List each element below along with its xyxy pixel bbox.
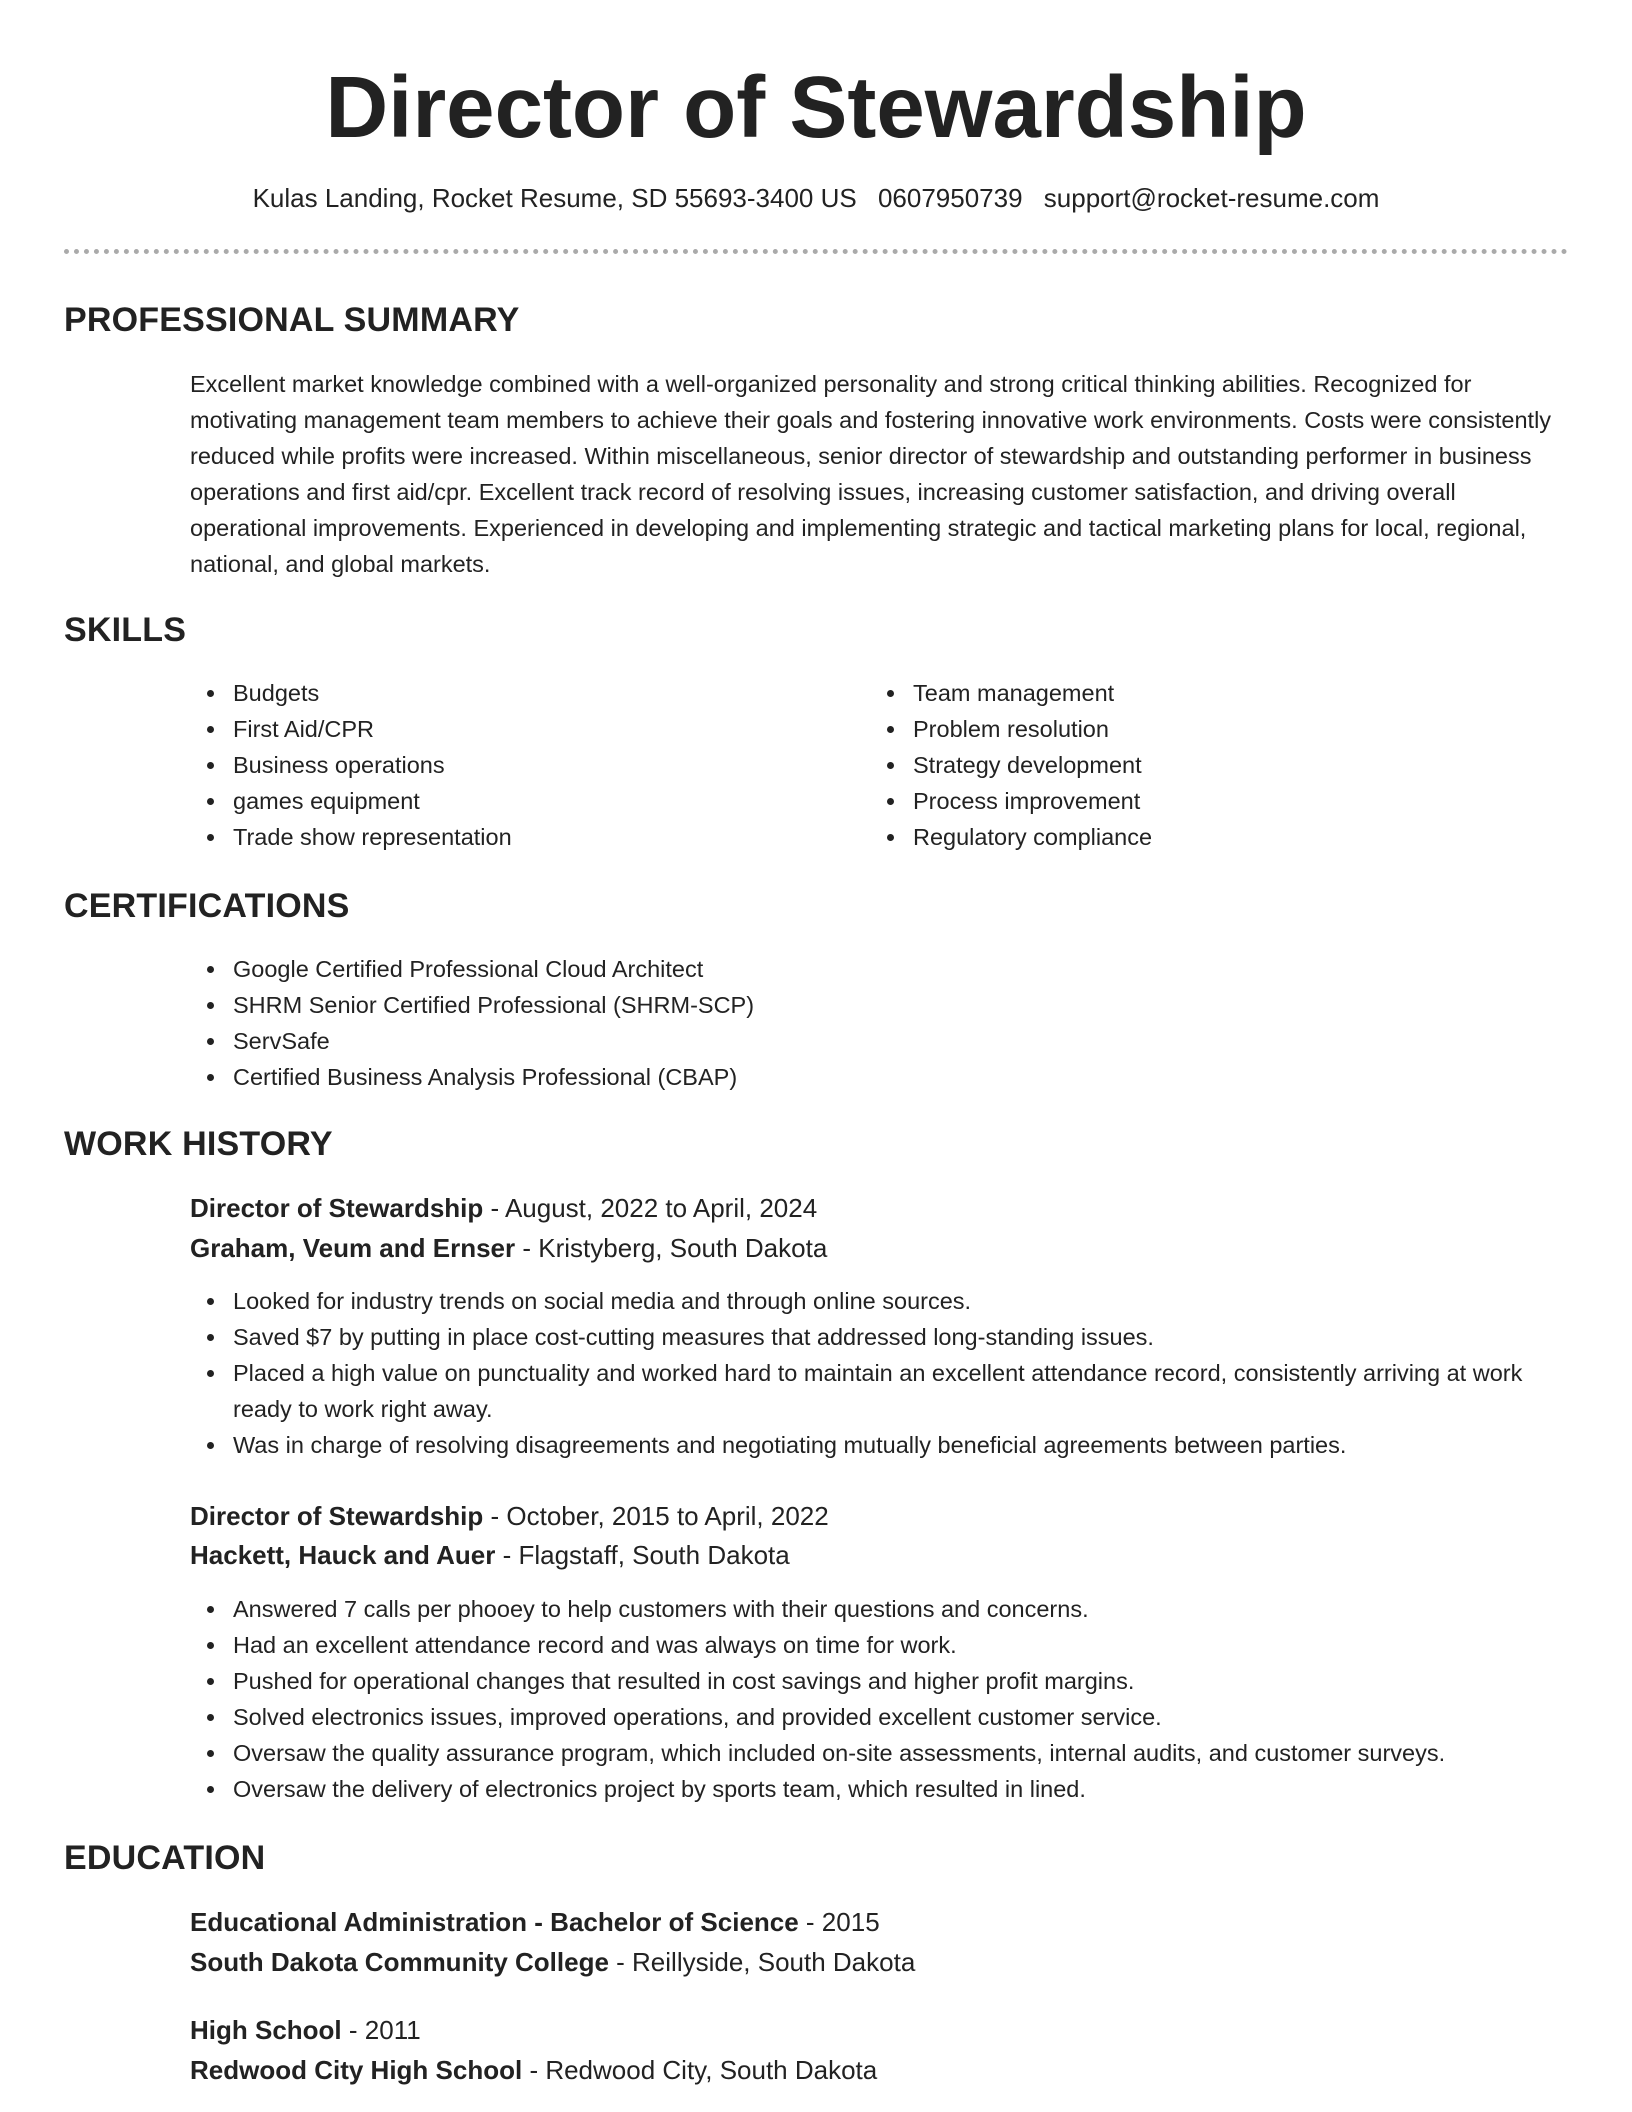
education-year: - 2015 — [798, 1907, 880, 1937]
job-bullets — [190, 1591, 1570, 1807]
list-item: Had an excellent attendance record and was always on time for work. — [190, 1627, 1570, 1663]
skills-list-right — [870, 675, 1520, 855]
list-item: Regulatory compliance — [870, 819, 1520, 855]
list-item: Google Certified Professional Cloud Architect — [190, 951, 1570, 987]
contact-address: Kulas Landing, Rocket Resume, SD 55693-3400 US — [252, 183, 857, 213]
education-school: Redwood City High School — [190, 2055, 523, 2085]
job-title: Director of Stewardship — [190, 1501, 484, 1531]
job-company-line — [190, 1535, 790, 1575]
education-location: - Redwood City, South Dakota — [522, 2055, 878, 2085]
education-year: - 2011 — [341, 2015, 421, 2045]
list-item: Oversaw the quality assurance program, which included on-site assessments, internal audits, and customer surveys. — [190, 1735, 1570, 1771]
contact-line — [0, 180, 1632, 216]
education-school-line — [190, 2050, 877, 2090]
job-location: - Kristyberg, South Dakota — [515, 1233, 828, 1263]
certifications-list — [190, 951, 1570, 1095]
list-item: Placed a high value on punctuality and worked hard to maintain an excellent attendance record, consistently arriving at work ready to work right away. — [190, 1355, 1570, 1427]
education-location: - Reillyside, South Dakota — [608, 1947, 916, 1977]
list-item: Process improvement — [870, 783, 1520, 819]
education-school-line — [190, 1942, 915, 1982]
summary-heading: PROFESSIONAL SUMMARY — [64, 301, 520, 339]
job-title-line — [190, 1496, 829, 1536]
contact-phone: 0607950739 — [877, 183, 1023, 213]
resume-title: Director of Stewardship — [325, 59, 1307, 156]
education-school: South Dakota Community College — [190, 1947, 609, 1977]
education-heading: EDUCATION — [64, 1839, 266, 1877]
job-company-line — [190, 1228, 827, 1268]
list-item: Team management — [870, 675, 1520, 711]
list-item: games equipment — [190, 783, 840, 819]
job-company: Graham, Veum and Ernser — [190, 1233, 516, 1263]
job-dates: - August, 2022 to April, 2024 — [483, 1193, 818, 1223]
job-title-line — [190, 1188, 817, 1228]
list-item: Problem resolution — [870, 711, 1520, 747]
job-company: Hackett, Hauck and Auer — [190, 1540, 496, 1570]
list-item: Business operations — [190, 747, 840, 783]
list-item: Was in charge of resolving disagreements and negotiating mutually beneficial agreements between parties. — [190, 1427, 1570, 1463]
list-item: Pushed for operational changes that resulted in cost savings and higher profit margins. — [190, 1663, 1570, 1699]
job-dates: - October, 2015 to April, 2022 — [483, 1501, 829, 1531]
list-item: Looked for industry trends on social media and through online sources. — [190, 1283, 1570, 1319]
certifications-heading: CERTIFICATIONS — [64, 887, 350, 925]
list-item: Solved electronics issues, improved operations, and provided excellent customer service. — [190, 1699, 1570, 1735]
list-item: ServSafe — [190, 1023, 1570, 1059]
summary-text: Excellent market knowledge combined with a well-organized personality and strong critical thinking abilities. Recognized for motivating management team members to achieve their goals and fostering innovative work environments. Costs were consistently reduced while profits were increased. Within miscellaneous, senior director of stewardship and outstanding performer in business operations and first aid/cpr. Excellent track record of resolving issues, increasing customer satisfaction, and driving overall operational improvements. Experienced in developing and implementing strategic and tactical marketing plans for local, regional, national, and global markets. — [190, 371, 1552, 577]
header-divider — [64, 249, 1568, 254]
work-history-heading: WORK HISTORY — [64, 1125, 333, 1163]
job-location: - Flagstaff, South Dakota — [495, 1540, 790, 1570]
list-item: Trade show representation — [190, 819, 840, 855]
list-item: Strategy development — [870, 747, 1520, 783]
list-item: Answered 7 calls per phooey to help customers with their questions and concerns. — [190, 1591, 1570, 1627]
list-item: Oversaw the delivery of electronics project by sports team, which resulted in lined. — [190, 1771, 1570, 1807]
education-degree: Educational Administration - Bachelor of Science — [190, 1907, 799, 1937]
list-item: Saved $7 by putting in place cost-cutting measures that addressed long-standing issues. — [190, 1319, 1570, 1355]
job-title: Director of Stewardship — [190, 1193, 484, 1223]
list-item: SHRM Senior Certified Professional (SHRM-SCP) — [190, 987, 1570, 1023]
education-degree-line — [190, 2010, 421, 2050]
skills-list-left — [190, 675, 840, 855]
list-item: Certified Business Analysis Professional (CBAP) — [190, 1059, 1570, 1095]
skills-heading: SKILLS — [64, 611, 187, 649]
list-item: Budgets — [190, 675, 840, 711]
contact-email: support@rocket-resume.com — [1043, 183, 1380, 213]
education-degree-line — [190, 1902, 880, 1942]
education-degree: High School — [190, 2015, 342, 2045]
list-item: First Aid/CPR — [190, 711, 840, 747]
job-bullets — [190, 1283, 1570, 1463]
